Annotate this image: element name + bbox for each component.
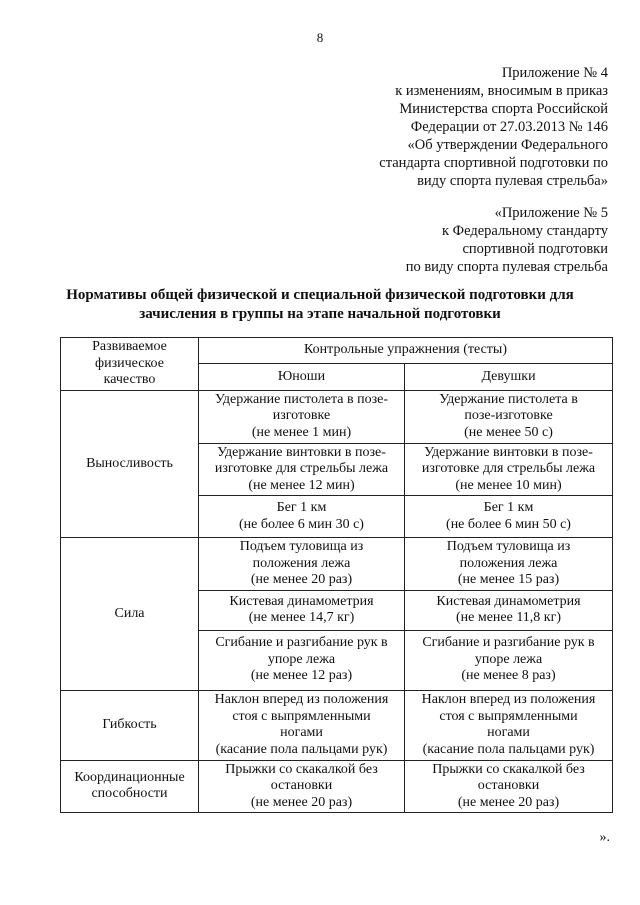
- boys-test-cell: Подъем туловища из положения лежа (не менее 20 раз): [199, 538, 405, 591]
- header-girls: Девушки: [405, 364, 613, 390]
- appendix-5-line: по виду спорта пулевая стрельба: [405, 259, 608, 275]
- girls-test-cell: Сгибание и разгибание рук в упоре лежа (не менее 8 раз): [405, 630, 613, 690]
- quality-cell: Гибкость: [61, 690, 199, 760]
- appendix-4-line: Министерства спорта Российской: [399, 101, 608, 117]
- header-quality: Развиваемое физическое качество: [61, 338, 199, 391]
- girls-test-cell: Прыжки со скакалкой без остановки (не менее 20 раз): [405, 760, 613, 813]
- appendix-5-line: к Федеральному стандарту: [441, 223, 608, 239]
- girls-test-cell: Подъем туловища из положения лежа (не менее 15 раз): [405, 538, 613, 591]
- table-header-row: [61, 338, 613, 364]
- appendix-4-line: к изменениям, вносимым в приказ: [395, 83, 608, 99]
- appendix-4-line: Приложение № 4: [501, 65, 608, 81]
- document-title: [40, 286, 600, 324]
- boys-test-cell: Сгибание и разгибание рук в упоре лежа (не менее 12 раз): [199, 630, 405, 690]
- boys-test-cell: Прыжки со скакалкой без остановки (не менее 20 раз): [199, 760, 405, 813]
- girls-test-cell: Кистевая динамометрия (не менее 11,8 кг): [405, 590, 613, 630]
- page-number: 8: [316, 30, 324, 45]
- girls-test-cell: Удержание винтовки в позе- изготовке для стрельбы лежа (не менее 10 мин): [405, 443, 613, 496]
- document-title-line: Нормативы общей физической и специальной физической подготовки для: [66, 287, 574, 303]
- appendix-4-line: Федерации от 27.03.2013 № 146: [410, 119, 608, 135]
- table-row: [61, 538, 613, 591]
- appendix-4-line: виду спорта пулевая стрельба»: [417, 173, 608, 189]
- boys-test-cell: Кистевая динамометрия (не менее 14,7 кг): [199, 590, 405, 630]
- girls-test-cell: Бег 1 км (не более 6 мин 50 с): [405, 496, 613, 538]
- quality-cell: Координационные способности: [61, 760, 199, 813]
- closing-quote: ».: [599, 830, 610, 845]
- table-row: [61, 760, 613, 813]
- quality-cell: Выносливость: [61, 390, 199, 538]
- header-tests: Контрольные упражнения (тесты): [199, 338, 613, 364]
- appendix-4-line: «Об утверждении Федерального: [407, 137, 608, 153]
- appendix-4-heading: [379, 64, 608, 190]
- norms-table: [60, 337, 613, 813]
- appendix-4-line: стандарта спортивной подготовки по: [379, 155, 608, 171]
- boys-test-cell: Удержание пистолета в позе- изготовке (не менее 1 мин): [199, 390, 405, 443]
- girls-test-cell: Удержание пистолета в позе-изготовке (не менее 50 с): [405, 390, 613, 443]
- appendix-5-line: «Приложение № 5: [494, 205, 608, 221]
- header-boys: Юноши: [199, 364, 405, 390]
- document-title-line: зачисления в группы на этапе начальной подготовки: [139, 306, 501, 322]
- boys-test-cell: Удержание винтовки в позе- изготовке для стрельбы лежа (не менее 12 мин): [199, 443, 405, 496]
- appendix-5-line: спортивной подготовки: [462, 241, 608, 257]
- quality-cell: Сила: [61, 538, 199, 691]
- appendix-5-heading: [406, 204, 608, 276]
- girls-test-cell: Наклон вперед из положения стоя с выпрямленными ногами (касание пола пальцами рук): [405, 690, 613, 760]
- boys-test-cell: Наклон вперед из положения стоя с выпрямленными ногами (касание пола пальцами рук): [199, 690, 405, 760]
- table-row: [61, 690, 613, 760]
- table-row: [61, 390, 613, 443]
- boys-test-cell: Бег 1 км (не более 6 мин 30 с): [199, 496, 405, 538]
